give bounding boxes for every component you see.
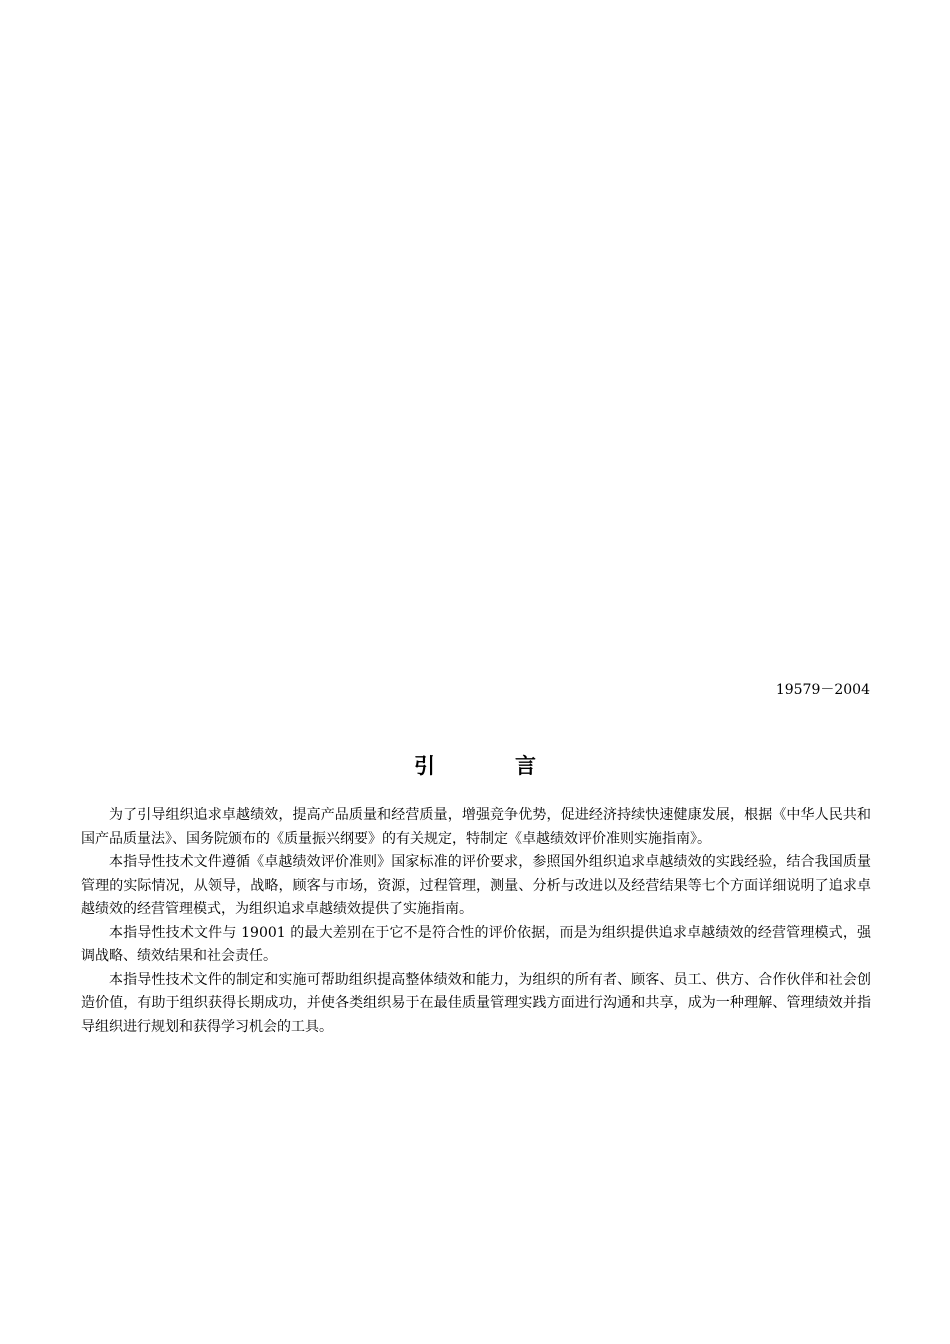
paragraph-4: 本指导性技术文件的制定和实施可帮助组织提高整体绩效和能力，为组织的所有者、顾客、员工、供方、合作伙伴和社会创造价值，有助于组织获得长期成功，并使各类组织易于在最佳质量管理实践方面进行沟通和共享，成为一种理解、管理绩效并指导组织进行规划和获得学习机会的工具。	[81, 971, 871, 1035]
document-number: 19579－2004	[775, 682, 870, 698]
paragraph-2: 本指导性技术文件遵循《卓越绩效评价准则》国家标准的评价要求，参照国外组织追求卓越绩效的实践经验，结合我国质量管理的实际情况，从领导，战略，顾客与市场，资源，过程管理，测量、分析与改进以及经营结果等七个方面详细说明了追求卓越绩效的经营管理模式，为组织追求卓越绩效提供了实施指南。	[81, 854, 871, 917]
body-text	[81, 804, 871, 1039]
paragraph-1: 为了引导组织追求卓越绩效，提高产品质量和经营质量，增强竞争优势，促进经济持续快速健康发展，根据《中华人民共和国产品质量法》、国务院颁布的《质量振兴纲要》的有关规定，特制定《卓越绩效评价准则实施指南》。	[81, 807, 871, 847]
section-title: 引言	[414, 753, 616, 778]
paragraph-3: 本指导性技术文件与 19001 的最大差别在于它不是符合性的评价依据，而是为组织提供追求卓越绩效的经营管理模式，强调战略、绩效结果和社会责任。	[81, 924, 871, 964]
